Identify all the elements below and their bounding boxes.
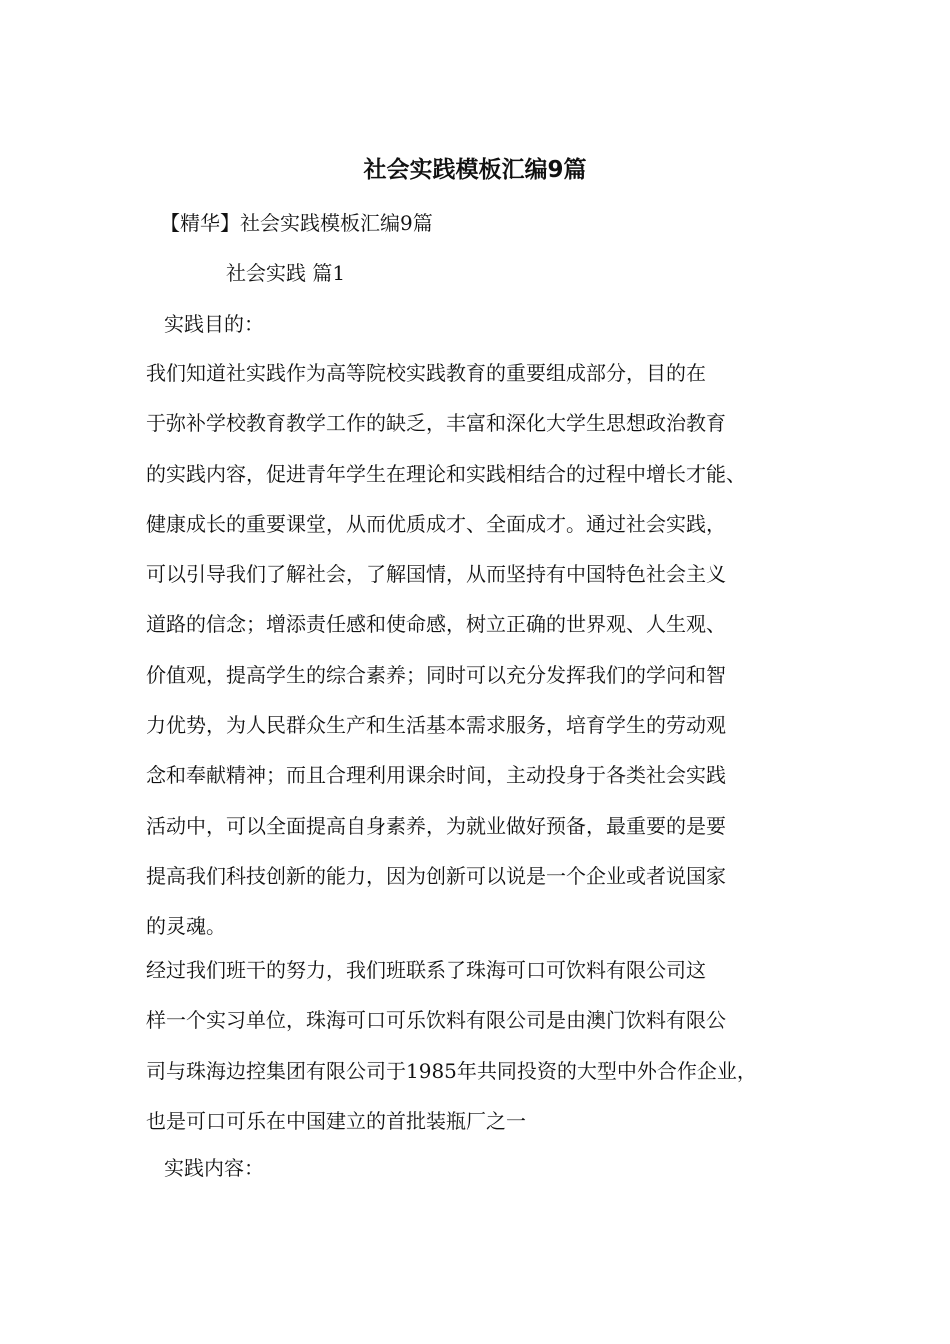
paragraph-purpose (146, 348, 826, 952)
text-line: 提高我们科技创新的能力，因为创新可以说是一个企业或者说国家 (146, 863, 726, 888)
text-line: 经过我们班干的努力，我们班联系了珠海可口可饮料有限公司这 (146, 958, 706, 982)
document-title: 社会实践模板汇编9篇 (363, 157, 587, 183)
content-heading: 实践内容： (164, 1156, 264, 1180)
text-line: 念和奉献精神；而且合理利用课余时间，主动投身于各类社会实践 (146, 763, 726, 788)
text-line: 司与珠海边控集团有限公司于1985年共同投资的大型中外合作企业， (146, 1058, 757, 1083)
text-line: 的实践内容，促进青年学生在理论和实践相结合的过程中增长才能、 (146, 461, 746, 486)
text-line: 力优势，为人民群众生产和生活基本需求服务，培育学生的劳动观 (146, 713, 726, 738)
document-subtitle: 【精华】社会实践模板汇编9篇 (160, 211, 433, 235)
text-line: 健康成长的重要课堂，从而优质成才、全面成才。通过社会实践， (146, 511, 726, 536)
text-line: 活动中，可以全面提高自身素养，为就业做好预备，最重要的是要 (146, 813, 726, 838)
text-line: 也是可口可乐在中国建立的首批装瓶厂之一 (146, 1108, 526, 1133)
text-line: 于弥补学校教育教学工作的缺乏，丰富和深化大学生思想政治教育 (146, 411, 726, 436)
text-line: 价值观，提高学生的综合素养；同时可以充分发挥我们的学问和智 (146, 662, 726, 687)
text-line: 我们知道社实践作为高等院校实践教育的重要组成部分，目的在 (146, 361, 706, 385)
text-line: 道路的信念；增添责任感和使命感，树立正确的世界观、人生观、 (146, 612, 726, 637)
text-line: 样一个实习单位，珠海可口可乐饮料有限公司是由澳门饮料有限公 (146, 1008, 726, 1033)
paragraph-internship (146, 945, 826, 1146)
purpose-heading: 实践目的： (164, 312, 264, 336)
text-line: 的灵魂。 (146, 914, 226, 939)
text-line: 可以引导我们了解社会，了解国情，从而坚持有中国特色社会主义 (146, 562, 726, 587)
section-heading: 社会实践 篇1 (226, 261, 346, 285)
